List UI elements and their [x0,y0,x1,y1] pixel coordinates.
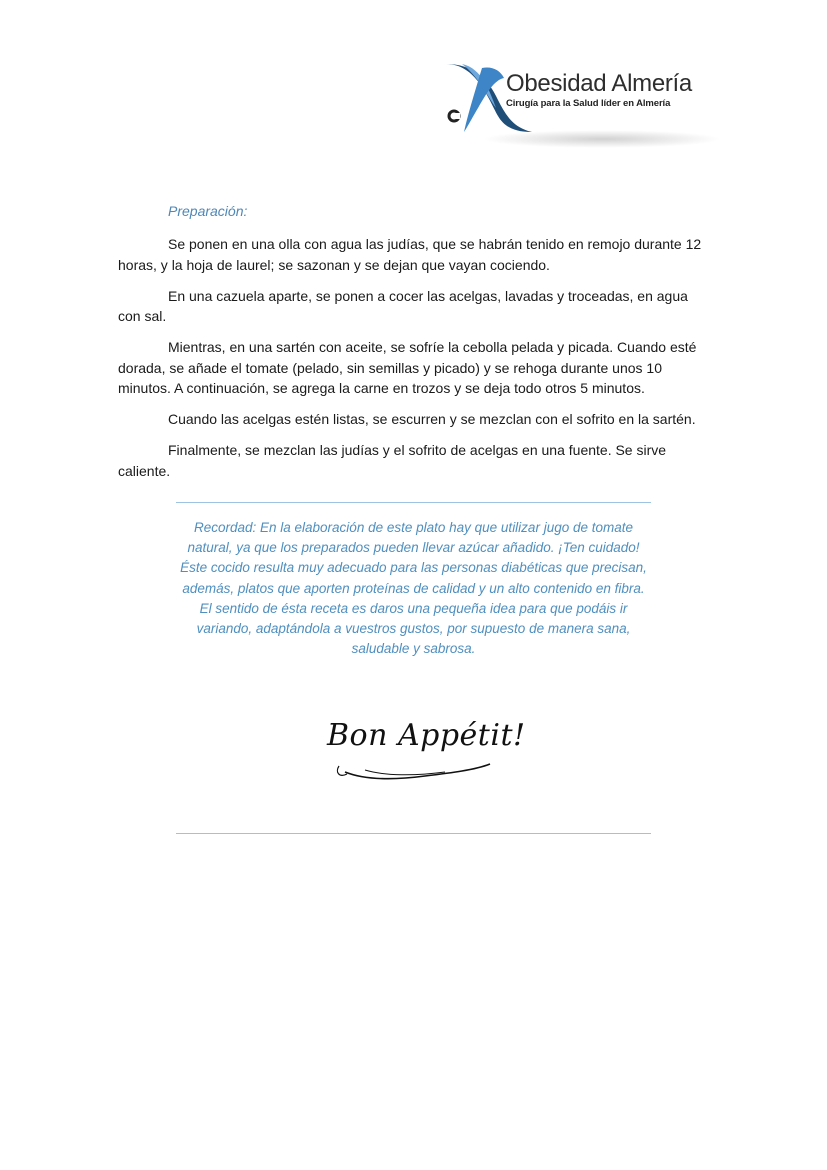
paragraph: Se ponen en una olla con agua las judías, que se habrán tenido en remojo durante 12 horas, y la hoja de laurel; se sazonan y se dejan que vayan cociendo. [118,236,702,273]
bon-appetit-signature [325,716,526,786]
brand-logo [442,58,712,158]
reminder-note: Recordad: En la elaboración de este plato hay que utilizar jugo de tomate natural, ya que los preparados pueden llevar azúcar añadido. ¡Ten cuidado! Éste cocido resulta muy adecuado para las personas diabéticas que precisan, además, platos que aporten proteínas de calidad y un alto contenido en fibra. El sentido de ésta receta es daros una pequeña idea para que podáis ir variando, adaptándola a vuestros gustos, por supuesto de manera sana, saludable y sabrosa. [180,520,647,657]
preparation-text [118,234,708,492]
logo-title: Obesidad Almería [506,70,692,97]
paragraph: En una cazuela aparte, se ponen a cocer las acelgas, lavadas y troceadas, en agua con sal. [118,287,688,324]
divider-bottom [176,833,651,834]
paragraph: Cuando las acelgas estén listas, se escurren y se mezclan con el sofrito en la sartén. [168,411,696,427]
section-title: Preparación: [168,203,248,219]
paragraph: Finalmente, se mezclan las judías y el sofrito de acelgas en una fuente. Se sirve caliente. [118,442,667,479]
logo-subtitle: Cirugía para la Salud líder en Almería [506,98,671,109]
paragraph: Mientras, en una sartén con aceite, se sofríe la cebolla pelada y picada. Cuando esté dorada, se añade el tomate (pelado, sin semillas y picado) y se rehoga durante unos 10 minutos. A continuación, se agrega la carne en trozos y se deja todo otros 5 minutos. [118,339,697,396]
divider-top [176,502,651,503]
flourish-icon [325,746,505,786]
signature-text: Bon Appétit! [327,718,526,753]
